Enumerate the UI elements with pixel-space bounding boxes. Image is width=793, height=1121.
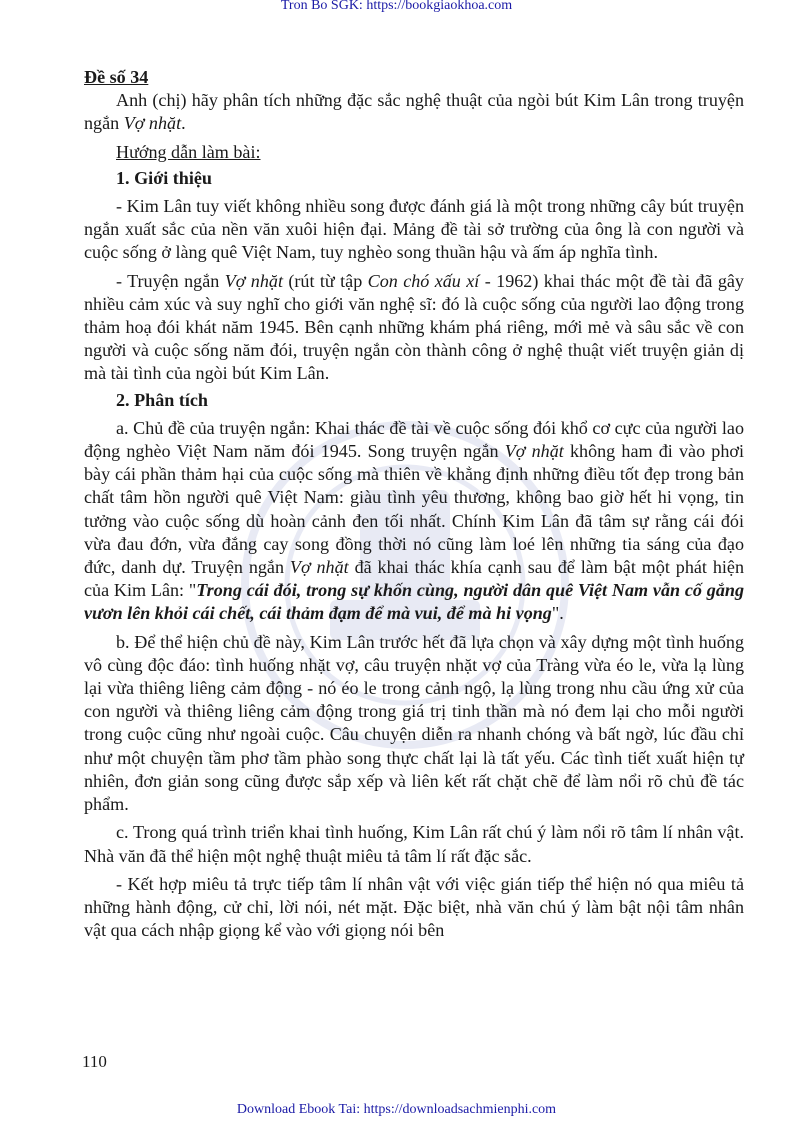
paragraph-analysis-a: a. Chủ đề của truyện ngắn: Khai thác đề tài về cuộc sống đói khổ cơ cực của người lao động nghèo Việt Nam năm đói 1945. Song truyện ngắn Vợ nhặt không ham đi vào phơi bày cái phần thảm hại của cuộc sống mà thiên về khẳng định những điều tốt đẹp trong bản chất tâm hồn người quê Việt Nam: giàu tình yêu thương, không bao giờ hết hi vọng, tin tưởng vào cuộc sống dù hoàn cảnh đen tối nhất. Chính Kim Lân đã tâm sự rằng cái đói vừa đau đớn, vừa đắng cay song đồng thời nó cũng làm loé lên những tia sáng của đạo đức, danh dự. Truyện ngắn Vợ nhặt đã khai thác khía cạnh sau để làm bật một phát hiện của Kim Lân: "Trong cái đói, trong sự khốn cùng, người dân quê Việt Nam vẫn cố gắng vươn lên khỏi cái chết, cái thảm đạm để mà vui, để mà hi vọng". <box>84 417 745 624</box>
author-quote: Trong cái đói, trong sự khốn cùng, người dân quê Việt Nam vẫn cố gắng vươn lên khỏi cái chết, cái thảm đạm để mà vui, để mà hi vọng <box>84 580 744 624</box>
paragraph-analysis-b: b. Để thể hiện chủ đề này, Kim Lân trước hết đã lựa chọn và xây dựng một tình huống vô cùng độc đáo: tình huống nhặt vợ, câu truyện nhặt vợ của Tràng vừa éo le, vừa lạ lùng lại vừa thiêng liêng cảm động - nó éo le trong cảnh ngộ, lạ lùng trong nhu cầu ứng xử của con người và thiêng liêng cảm động trong giá trị tinh thần mà nó đem lại cho mỗi người trong cuộc cũng như ngoài cuộc. Câu chuyện diễn ra nhanh chóng và bất ngờ, lúc đầu chỉ như một chuyện tầm phơ tầm phào song thực chất lại là tất yếu. Các tình tiết xuất hiện tự nhiên, đơn giản song cũng được sắp xếp và liên kết rất chặt chẽ để làm nổi rõ chủ đề tác phẩm. <box>84 631 744 815</box>
paragraph-analysis-d: - Kết hợp miêu tả trực tiếp tâm lí nhân vật với việc gián tiếp thể hiện nó qua miêu tả những hành động, cử chỉ, lời nói, nét mặt. Đặc biệt, nhà văn chú ý làm bật nội tâm nhân vật qua cách nhập giọng kể vào với giọng nói bên <box>84 873 744 941</box>
paragraph-intro-2: - Truyện ngắn Vợ nhặt (rút từ tập Con chó xấu xí - 1962) khai thác một đề tài đã gây nhiều cảm xúc và suy nghĩ cho giới văn nghệ sĩ: đó là cuộc sống của người lao động trong thảm hoạ đói khát năm 1945. Bên cạnh những khám phá riêng, mới mẻ và sâu sắc về con người và cuộc sống năm đói, truyện ngắn còn thành công ở nghệ thuật viết truyện giản dị mà tài tình của ngòi bút Kim Lân. <box>84 270 744 384</box>
paragraph-intro-1: - Kim Lân tuy viết không nhiều song được đánh giá là một trong những cây bút truyện ngắn xuất sắc của nền văn xuôi hiện đại. Mảng đề tài sở trường của ông là con người và cuộc sống ở làng quê Việt Nam, tuy nghèo song thuần hậu và ấm áp nghĩa tình. <box>84 196 744 263</box>
exam-title: Đề số 34 <box>84 67 149 87</box>
exam-prompt: Anh (chị) hãy phân tích những đặc sắc nghệ thuật của ngòi bút Kim Lân trong truyện ngắn Vợ nhặt. <box>84 90 744 134</box>
work-title: Vợ nhặt <box>123 113 182 134</box>
page-number: 110 <box>82 1052 107 1071</box>
guide-heading: Hướng dẫn làm bài: <box>116 141 261 162</box>
section-heading-analysis: 2. Phân tích <box>116 389 208 410</box>
paragraph-analysis-c: c. Trong quá trình triển khai tình huống, Kim Lân rất chú ý làm nổi rõ tâm lí nhân vật. Nhà văn đã thể hiện một nghệ thuật miêu tả tâm lí rất đặc sắc. <box>84 822 744 866</box>
section-heading-intro: 1. Giới thiệu <box>116 167 212 188</box>
header-source-link[interactable]: Tron Bo SGK: https://bookgiaokhoa.com <box>280 0 513 13</box>
footer-download-link[interactable]: Download Ebook Tai: https://downloadsachmienphi.com <box>236 1102 557 1117</box>
document-body <box>84 66 744 942</box>
